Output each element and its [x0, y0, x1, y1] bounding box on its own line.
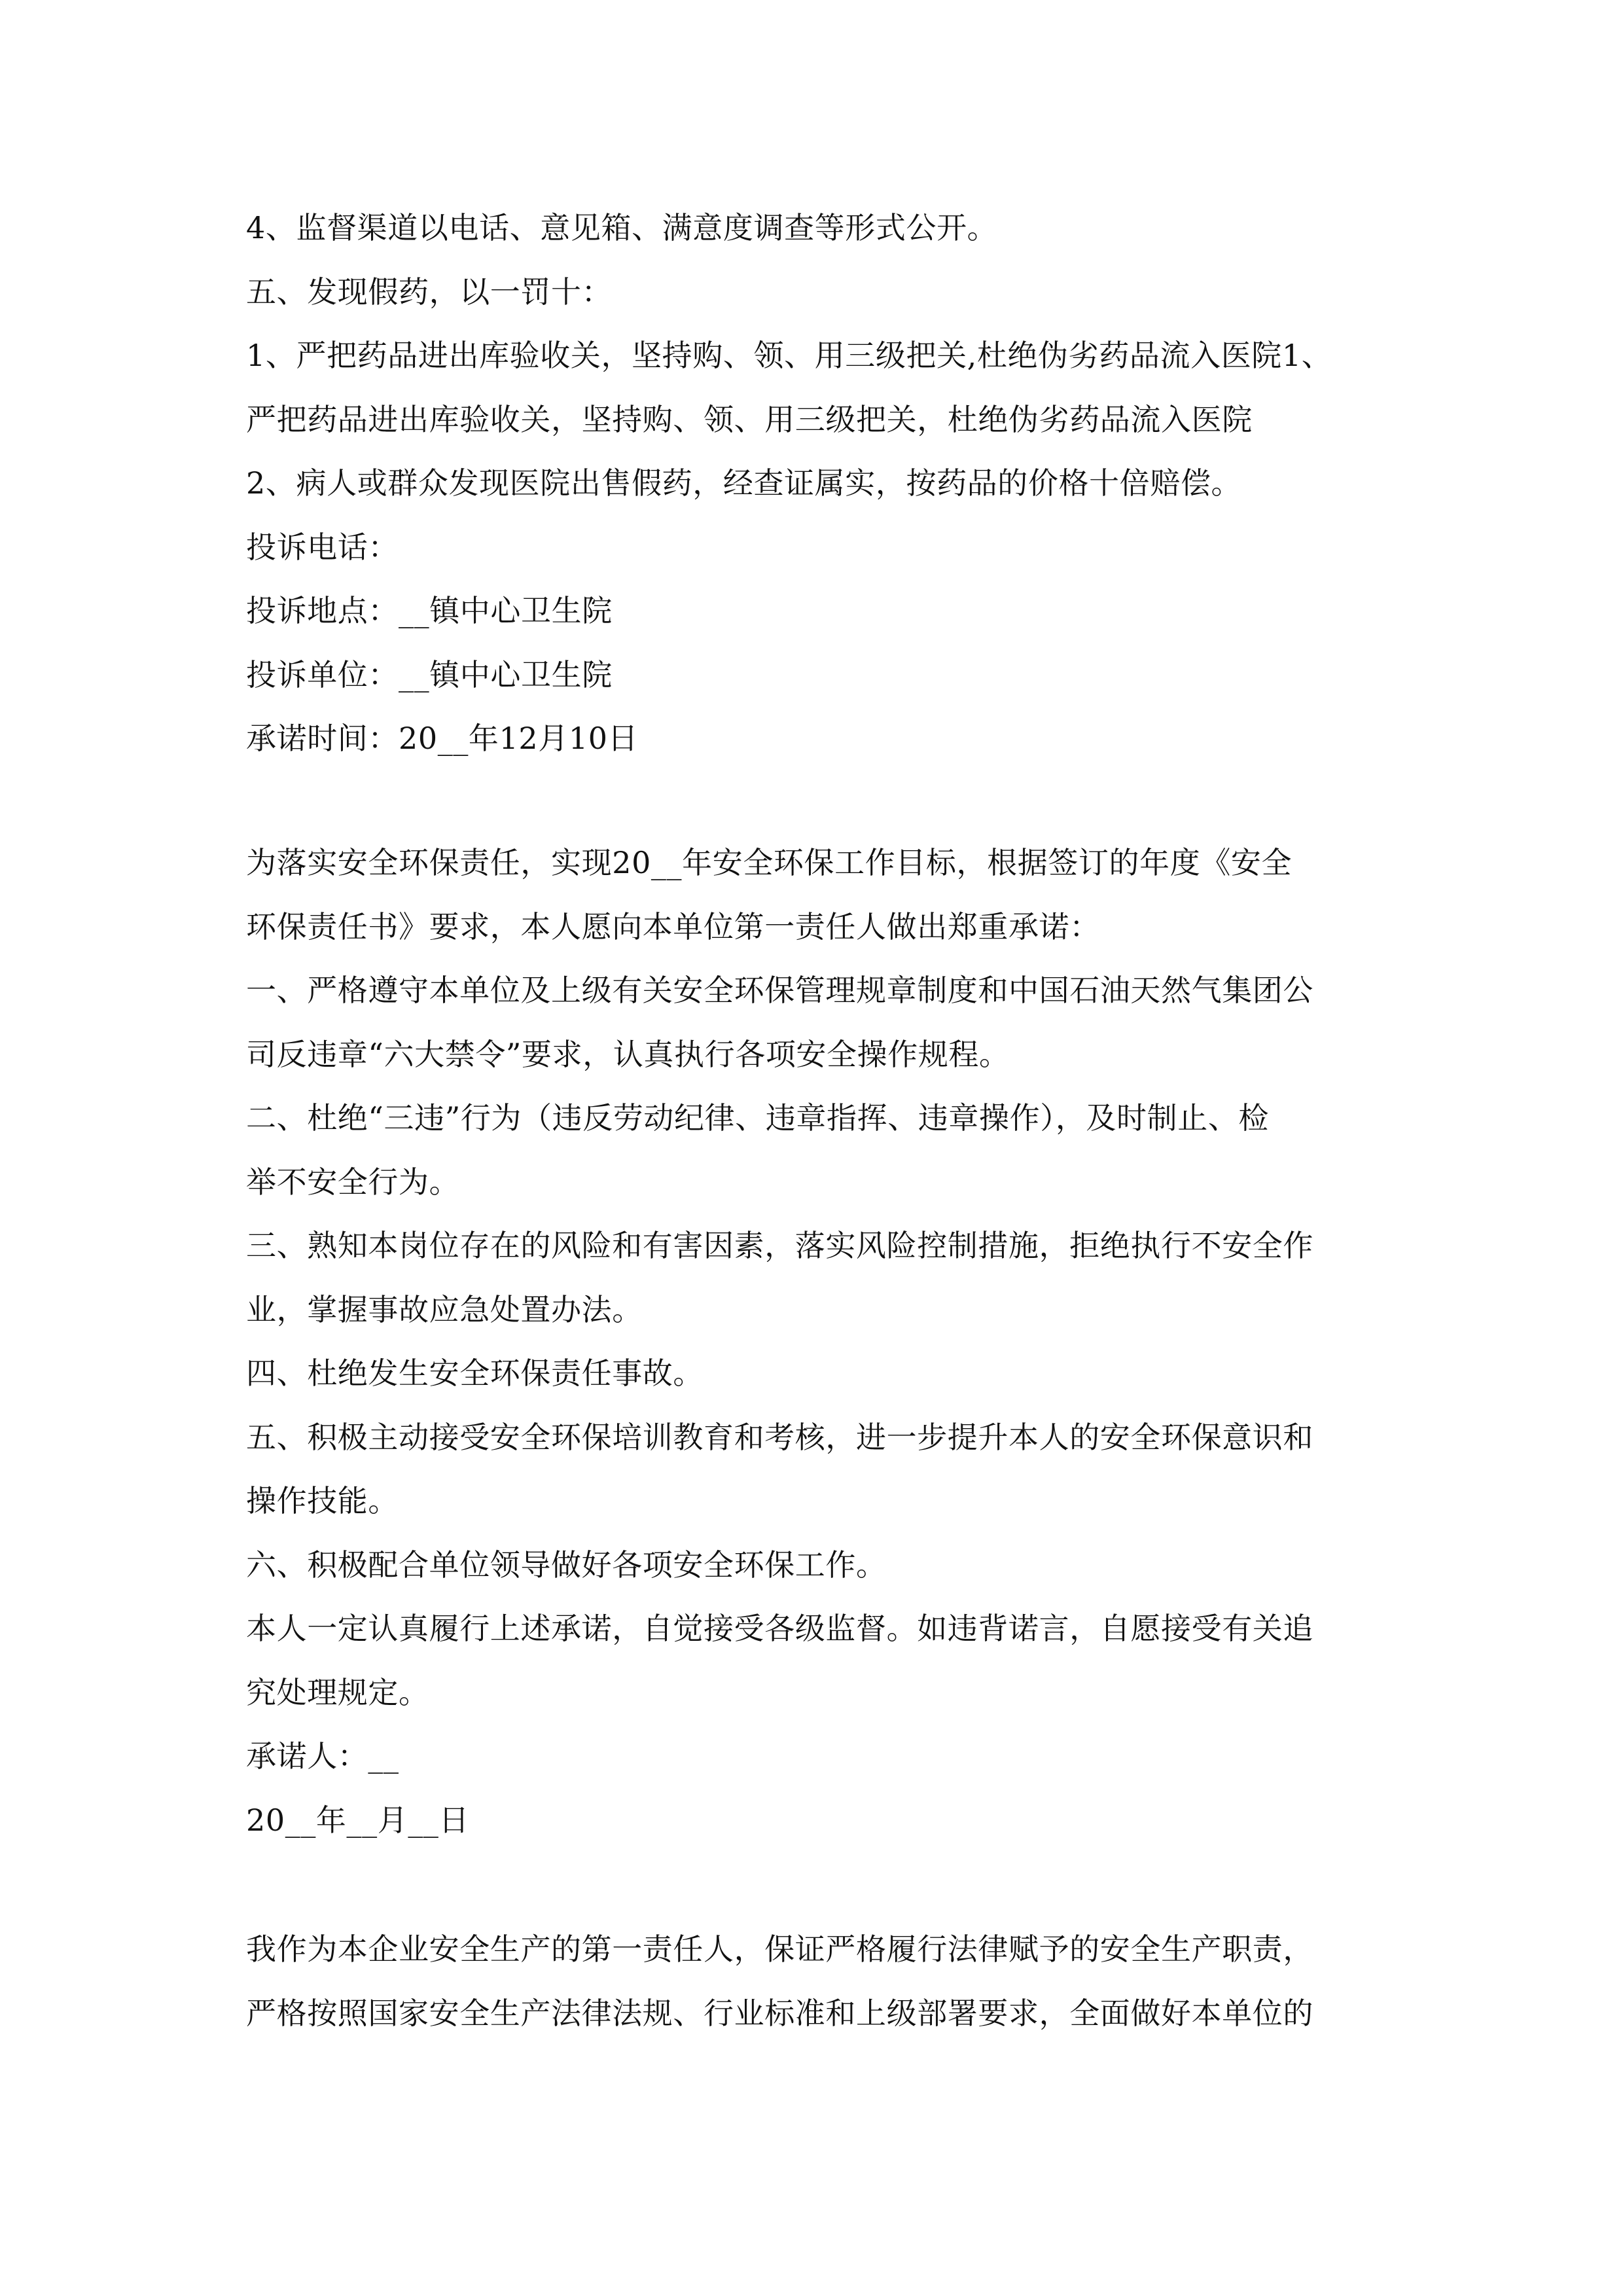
text-line: 司反违章“六大禁令”要求，认真执行各项安全操作规程。	[246, 1036, 1010, 1072]
text-line: 四、杜绝发生安全环保责任事故。	[246, 1355, 704, 1391]
text-line: 六、积极配合单位领导做好各项安全环保工作。	[246, 1547, 887, 1583]
text-line: 本人一定认真履行上述承诺，自觉接受各级监督。如违背诺言，自愿接受有关追	[246, 1611, 1313, 1646]
text-line: 1、严把药品进出库验收关，坚持购、领、用三级把关,杜绝伪劣药品流入医院1、	[246, 338, 1332, 373]
text-line: 三、熟知本岗位存在的风险和有害因素，落实风险控制措施，拒绝执行不安全作	[246, 1228, 1313, 1263]
commitment-date: 承诺时间：20__年12月10日	[246, 721, 639, 756]
text-line: 业，掌握事故应急处置办法。	[246, 1291, 643, 1327]
text-line: 举不安全行为。	[246, 1164, 460, 1200]
text-line: 2、病人或群众发现医院出售假药，经查证属实，按药品的价格十倍赔偿。	[246, 465, 1242, 501]
signature-date: 20__年__月__日	[246, 1802, 470, 1838]
production-safety-section	[246, 1918, 1378, 2045]
text-line: 环保责任书》要求，本人愿向本单位第一责任人做出郑重承诺：	[246, 908, 1100, 944]
text-line: 为落实安全环保责任，实现20__年安全环保工作目标，根据签订的年度《安全	[246, 845, 1293, 880]
text-line: 五、发现假药，以一罚十：	[246, 274, 613, 310]
text-line: 五、积极主动接受安全环保培训教育和考核，进一步提升本人的安全环保意识和	[246, 1419, 1313, 1455]
text-line: 究处理规定。	[246, 1674, 429, 1710]
text-line: 操作技能。	[246, 1483, 399, 1518]
text-line: 4、监督渠道以电话、意见箱、满意度调查等形式公开。	[246, 210, 998, 245]
complaint-phone-label: 投诉电话：	[246, 529, 399, 565]
signer-line: 承诺人：__	[246, 1738, 399, 1774]
complaint-location: 投诉地点：__镇中心卫生院	[246, 593, 613, 628]
text-line: 严把药品进出库验收关，坚持购、领、用三级把关，杜绝伪劣药品流入医院	[246, 401, 1253, 437]
drug-complaint-section	[246, 196, 1378, 771]
complaint-unit: 投诉单位：__镇中心卫生院	[246, 656, 613, 692]
text-line: 严格按照国家安全生产法律法规、行业标准和上级部署要求，全面做好本单位的	[246, 1995, 1313, 2031]
text-line: 二、杜绝“三违”行为（违反劳动纪律、违章指挥、违章操作），及时制止、检	[246, 1100, 1270, 1136]
text-line: 一、严格遵守本单位及上级有关安全环保管理规章制度和中国石油天然气集团公	[246, 973, 1313, 1008]
safety-commitment-section	[246, 831, 1378, 1852]
text-line: 我作为本企业安全生产的第一责任人，保证严格履行法律赋予的安全生产职责，	[246, 1931, 1313, 1967]
